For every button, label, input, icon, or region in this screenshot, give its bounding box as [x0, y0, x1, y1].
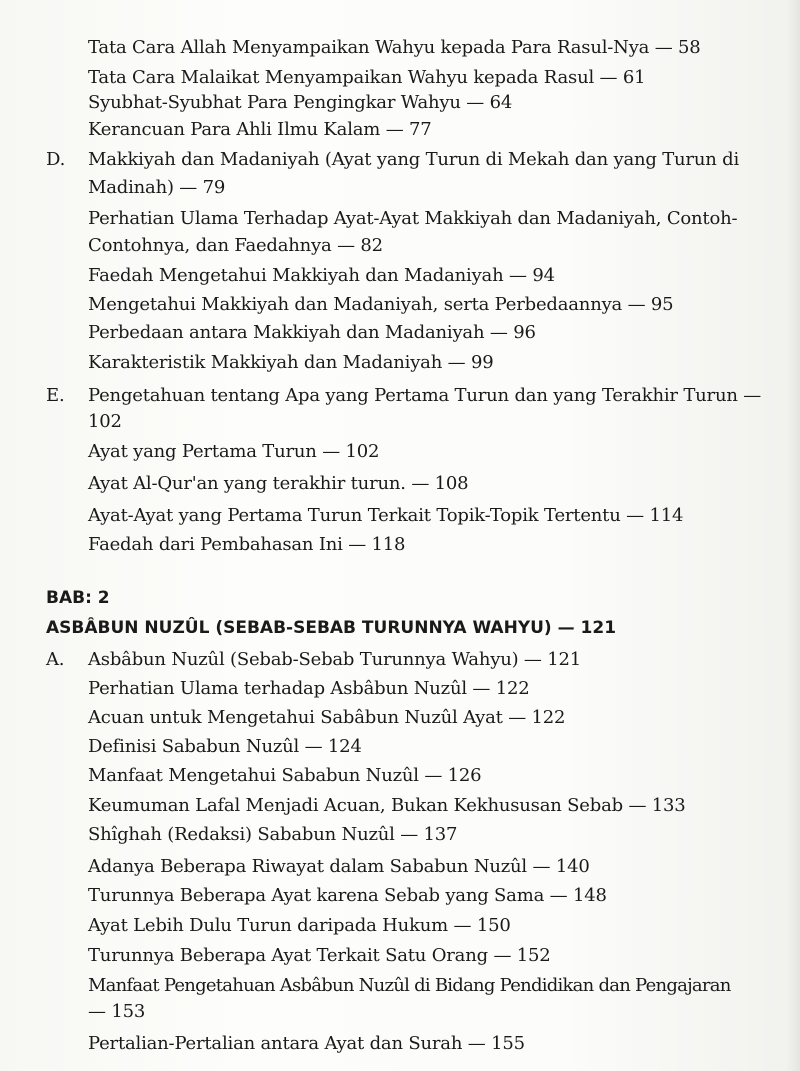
toc-entry-text: Ayat Lebih Dulu Turun daripada Hukum — 150 — [88, 915, 511, 936]
toc-entry — [88, 764, 481, 788]
toc-section-letter: D. — [46, 149, 66, 170]
toc-entry-text: Manfaat Pengetahuan Asbâbun Nuzûl di Bidang Pendidikan dan Pengajaran — [88, 975, 731, 996]
toc-entry — [88, 440, 379, 464]
toc-entry — [88, 533, 405, 557]
toc-entry-text: Turunnya Beberapa Ayat Terkait Satu Orang — 152 — [88, 945, 551, 966]
toc-entry-text: Pertalian-Pertalian antara Ayat dan Surah — 155 — [88, 1033, 525, 1054]
toc-entry-text: Pengetahuan tentang Apa yang Pertama Turun dan yang Terakhir Turun — — [88, 385, 762, 406]
toc-entry-text: Manfaat Mengetahui Sababun Nuzûl — 126 — [88, 765, 482, 786]
toc-entry — [88, 648, 581, 672]
toc-entry — [88, 234, 383, 258]
toc-entry-text: Perbedaan antara Makkiyah dan Madaniyah — 96 — [88, 322, 536, 343]
toc-entry — [88, 293, 673, 317]
toc-entry-text: Perhatian Ulama terhadap Asbâbun Nuzûl — 122 — [88, 678, 530, 699]
toc-entry — [88, 794, 686, 818]
toc-entry — [88, 944, 551, 968]
toc-entry — [88, 884, 607, 908]
toc-entry — [88, 66, 645, 90]
toc-entry — [88, 1000, 145, 1024]
toc-entry — [88, 384, 761, 408]
toc-entry — [88, 351, 493, 375]
toc-entry-text: Definisi Sababun Nuzûl — 124 — [88, 736, 362, 757]
toc-entry — [88, 974, 731, 998]
toc-entry — [88, 321, 536, 345]
toc-entry — [88, 36, 701, 60]
toc-entry-text: Perhatian Ulama Terhadap Ayat-Ayat Makkiyah dan Madaniyah, Contoh- — [88, 208, 738, 229]
toc-entry-text: Mengetahui Makkiyah dan Madaniyah, serta Perbedaannya — 95 — [88, 294, 674, 315]
toc-entry — [88, 91, 512, 115]
toc-entry-text: Kerancuan Para Ahli Ilmu Kalam — 77 — [88, 119, 432, 140]
toc-entry — [88, 176, 225, 200]
toc-entry-text: Ayat-Ayat yang Pertama Turun Terkait Topik-Topik Tertentu — 114 — [88, 505, 684, 526]
toc-entry — [88, 148, 739, 172]
toc-entry — [88, 735, 362, 759]
toc-entry — [88, 914, 511, 938]
toc-entry — [88, 207, 737, 231]
toc-entry — [88, 1032, 525, 1056]
toc-entry-text: Acuan untuk Mengetahui Sabâbun Nuzûl Ayat — 122 — [88, 707, 566, 728]
toc-entry — [88, 823, 457, 847]
toc-entry-text: Faedah dari Pembahasan Ini — 118 — [88, 534, 406, 555]
toc-entry-text: Asbâbun Nuzûl (Sebab-Sebab Turunnya Wahyu) — 121 — [88, 649, 582, 670]
toc-entry — [88, 706, 565, 730]
toc-entry-text: Shîghah (Redaksi) Sababun Nuzûl — 137 — [88, 824, 458, 845]
toc-entry-text: Contohnya, dan Faedahnya — 82 — [88, 235, 383, 256]
toc-entry-text: Keumuman Lafal Menjadi Acuan, Bukan Kekhususan Sebab — 133 — [88, 795, 686, 816]
toc-entry-text: — 153 — [88, 1001, 146, 1022]
toc-section-letter: A. — [46, 649, 65, 670]
toc-entry — [88, 504, 683, 528]
toc-entry-text: Syubhat-Syubhat Para Pengingkar Wahyu — 64 — [88, 92, 513, 113]
toc-entry-text: Makkiyah dan Madaniyah (Ayat yang Turun di Mekah dan yang Turun di — [88, 149, 740, 170]
toc-entry-text: Tata Cara Malaikat Menyampaikan Wahyu kepada Rasul — 61 — [88, 67, 646, 88]
toc-entry-text: Madinah) — 79 — [88, 177, 226, 198]
toc-entry — [88, 410, 122, 434]
toc-entry-text: Faedah Mengetahui Makkiyah dan Madaniyah — 94 — [88, 265, 555, 286]
toc-entry-text: 102 — [88, 411, 122, 432]
toc-entry-text: Turunnya Beberapa Ayat karena Sebab yang Sama — 148 — [88, 885, 607, 906]
toc-entry — [88, 118, 432, 142]
toc-entry — [88, 472, 468, 496]
toc-entry — [88, 677, 530, 701]
toc-entry-text: Ayat yang Pertama Turun — 102 — [88, 441, 380, 462]
chapter-title: ASBÂBUN NUZÛL (SEBAB-SEBAB TURUNNYA WAHYU) — 121 — [46, 618, 617, 638]
chapter-label: BAB: 2 — [46, 588, 110, 608]
toc-entry — [88, 264, 555, 288]
toc-section-letter: E. — [46, 385, 65, 406]
toc-entry-text: Ayat Al-Qur'an yang terakhir turun. — 108 — [88, 473, 469, 494]
toc-entry — [88, 855, 590, 879]
toc-entry-text: Adanya Beberapa Riwayat dalam Sababun Nuzûl — 140 — [88, 856, 590, 877]
toc-entry-text: Tata Cara Allah Menyampaikan Wahyu kepada Para Rasul-Nya — 58 — [88, 37, 701, 58]
toc-entry-text: Karakteristik Makkiyah dan Madaniyah — 99 — [88, 352, 494, 373]
page-edge-shadow — [786, 0, 800, 1071]
